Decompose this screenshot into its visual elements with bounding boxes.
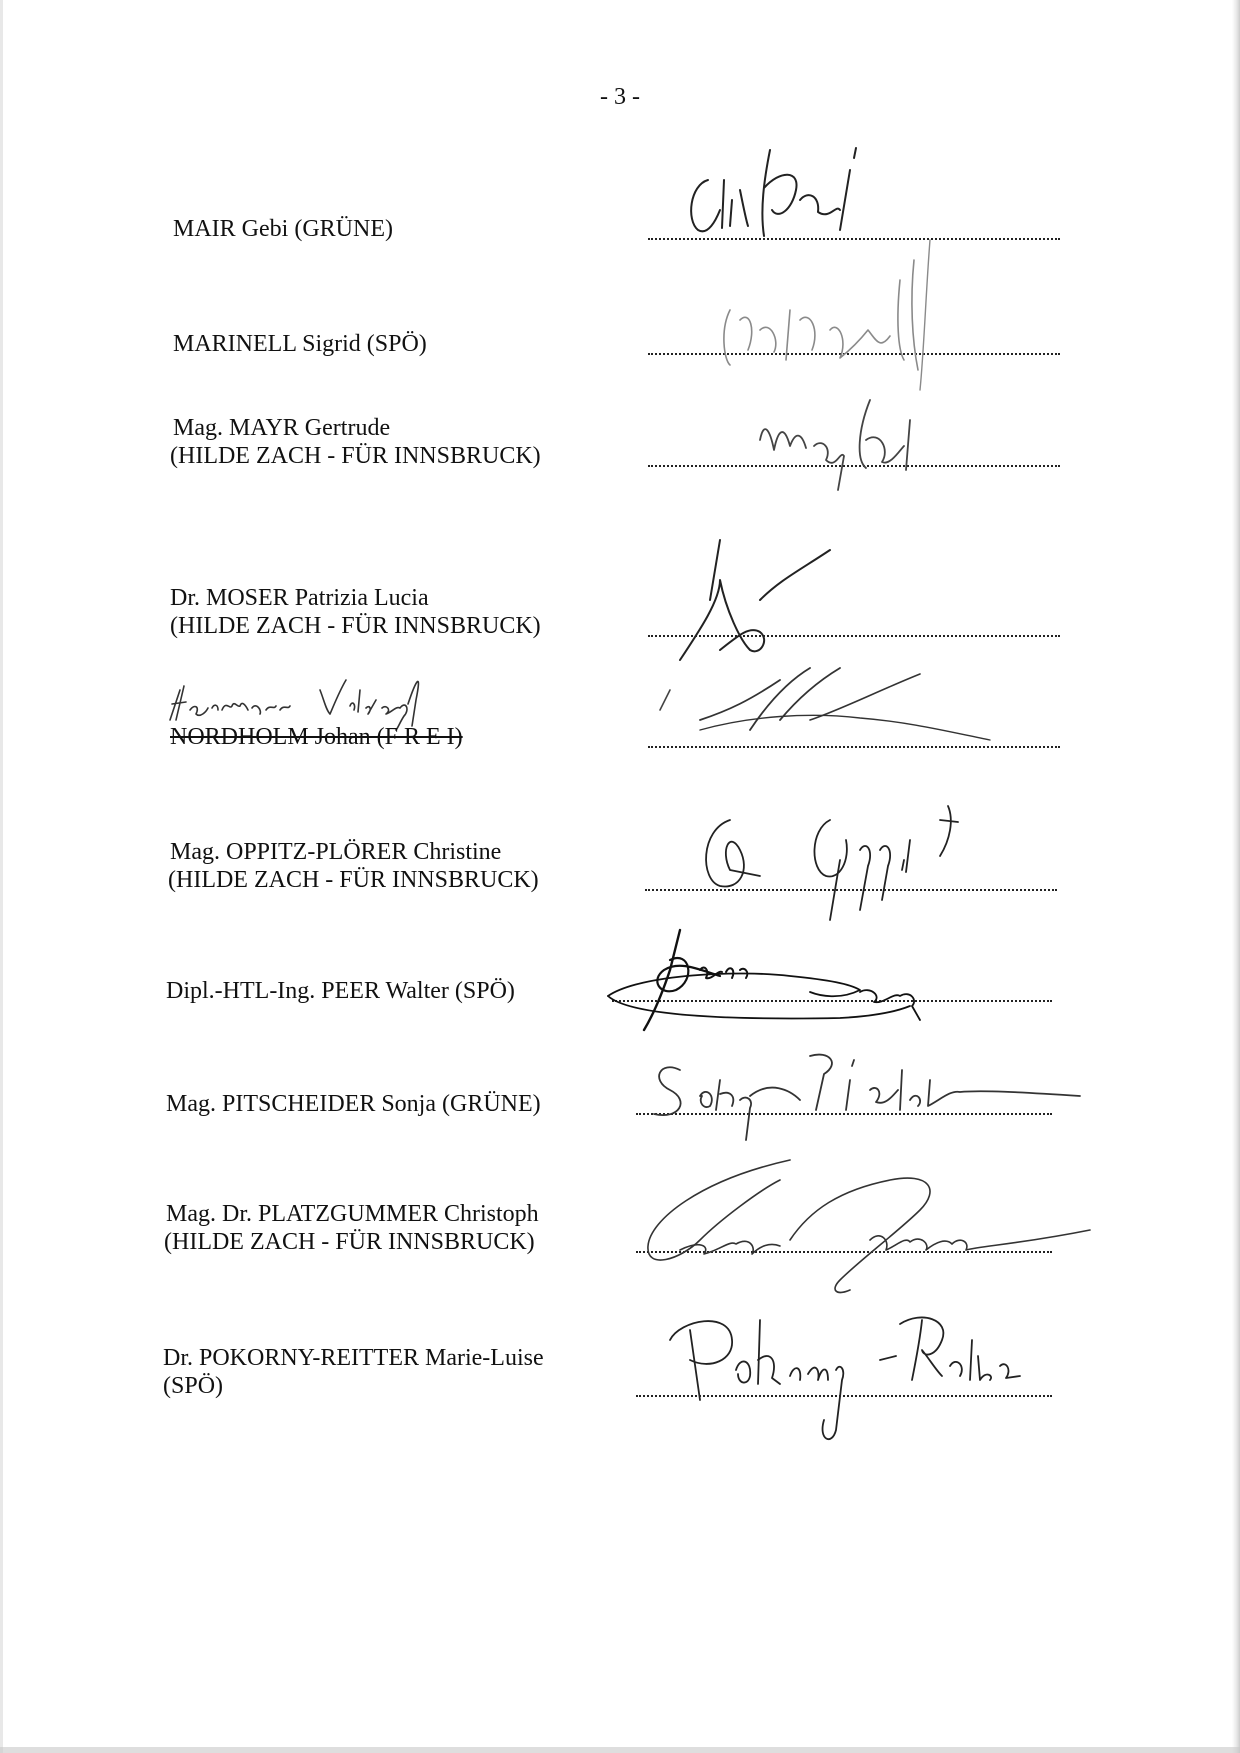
member-party-line2: (HILDE ZACH - FÜR INNSBRUCK) bbox=[170, 443, 541, 469]
signature-entry-peer bbox=[0, 930, 1240, 1050]
signature-entry-platzgummer bbox=[0, 1170, 1240, 1290]
member-party-line2: (HILDE ZACH - FÜR INNSBRUCK) bbox=[164, 1229, 535, 1255]
member-name-line1: Mag. Dr. PLATZGUMMER Christoph bbox=[166, 1201, 539, 1227]
member-name: MAIR Gebi (GRÜNE) bbox=[173, 216, 393, 242]
member-name-line1: Mag. MAYR Gertrude bbox=[173, 415, 391, 441]
signature-pokorny-reitter bbox=[660, 1300, 1080, 1450]
signature-platzgummer bbox=[640, 1150, 1100, 1310]
signature-peer bbox=[600, 920, 1000, 1040]
signature-pitscheider bbox=[640, 1040, 1100, 1150]
signature-entry-moser bbox=[0, 520, 1240, 640]
member-name-struck: NORDHOLM Johan (F R E I) bbox=[170, 724, 463, 750]
signature-oppitz bbox=[690, 800, 1010, 930]
signature-entry-pitscheider bbox=[0, 1040, 1240, 1160]
member-name: MARINELL Sigrid (SPÖ) bbox=[173, 331, 427, 357]
member-party-line2: (HILDE ZACH - FÜR INNSBRUCK) bbox=[168, 867, 539, 893]
member-name-line1: Mag. OPPITZ-PLÖRER Christine bbox=[170, 839, 502, 865]
member-name: Dipl.-HTL-Ing. PEER Walter (SPÖ) bbox=[166, 978, 515, 1004]
member-party-line2: (SPÖ) bbox=[163, 1373, 224, 1399]
signature-mayr bbox=[740, 390, 1000, 500]
signature-entry-oppitz bbox=[0, 800, 1240, 920]
member-name: Mag. PITSCHEIDER Sonja (GRÜNE) bbox=[166, 1091, 541, 1117]
signature-entry-nordholm bbox=[0, 660, 1240, 780]
member-party-line2: (HILDE ZACH - FÜR INNSBRUCK) bbox=[170, 613, 541, 639]
signature-entry-mayr bbox=[0, 380, 1240, 500]
signature-weiskopf bbox=[690, 660, 1050, 760]
page-number: - 3 - bbox=[600, 84, 640, 110]
signature-marinell bbox=[700, 240, 1000, 400]
signature-entry-pokorny-reitter bbox=[0, 1310, 1240, 1430]
member-name-line1: Dr. POKORNY-REITTER Marie-Luise bbox=[163, 1345, 544, 1371]
handwritten-replacement-name bbox=[160, 660, 520, 730]
scan-edge-bottom bbox=[0, 1747, 1240, 1753]
signature-entry-marinell bbox=[0, 250, 1240, 370]
member-name-line1: Dr. MOSER Patrizia Lucia bbox=[170, 585, 429, 611]
signature-entry-mair bbox=[0, 140, 1240, 260]
